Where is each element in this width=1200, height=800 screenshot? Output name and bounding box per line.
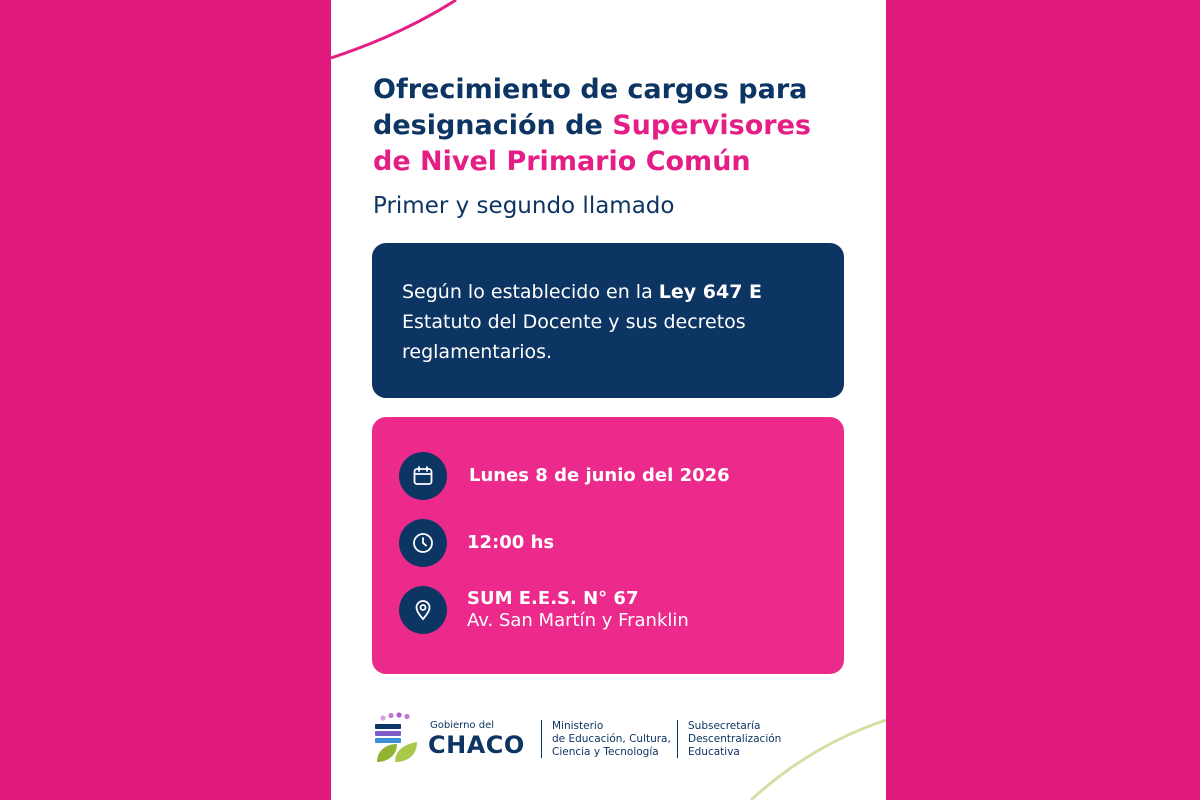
event-address: Av. San Martín y Franklin	[467, 610, 689, 631]
law-info-box	[372, 243, 844, 398]
law-line-2: Estatuto del Docente y sus decretos	[402, 311, 746, 333]
subsecretary-line-3: Educativa	[688, 746, 740, 758]
footer-divider-1	[541, 720, 542, 758]
subsecretary-line-2: Descentralización	[688, 733, 782, 745]
event-venue-row	[399, 586, 689, 634]
event-date: Lunes 8 de junio del 2026	[469, 465, 730, 486]
gov-label-small: Gobierno del	[430, 720, 494, 731]
event-venue: SUM E.E.S. N° 67	[467, 588, 639, 609]
title-line-2-prefix: designación de	[373, 110, 613, 141]
gov-label-chaco: CHACO	[428, 731, 525, 759]
title-line-3: de Nivel Primario Común	[373, 146, 751, 177]
page-title	[373, 72, 873, 180]
subsecretary-line-1: Subsecretaría	[688, 720, 761, 732]
ministry-label	[552, 720, 671, 759]
law-prefix: Según lo establecido en la	[402, 281, 659, 303]
page-subtitle: Primer y segundo llamado	[373, 193, 675, 219]
event-time-row	[399, 519, 554, 567]
ministry-line-2: de Educación, Cultura,	[552, 733, 671, 745]
calendar-icon	[399, 452, 447, 500]
flyer-card	[331, 0, 886, 800]
title-highlight-supervisores: Supervisores	[612, 110, 811, 141]
event-details-box	[372, 417, 844, 674]
law-name: Ley 647 E	[658, 281, 763, 303]
ministry-line-3: Ciencia y Tecnología	[552, 746, 659, 758]
clock-icon	[399, 519, 447, 567]
event-time: 12:00 hs	[467, 532, 555, 553]
event-date-row	[399, 452, 730, 500]
title-line-1: Ofrecimiento de cargos para	[373, 74, 808, 105]
footer-divider-2	[677, 720, 678, 758]
law-line-3: reglamentarios.	[402, 341, 553, 363]
location-pin-icon	[399, 586, 447, 634]
gobierno-chaco-logo	[373, 712, 421, 766]
subsecretary-label	[688, 720, 781, 759]
ministry-line-1: Ministerio	[552, 720, 604, 732]
footer-logos	[373, 708, 853, 778]
